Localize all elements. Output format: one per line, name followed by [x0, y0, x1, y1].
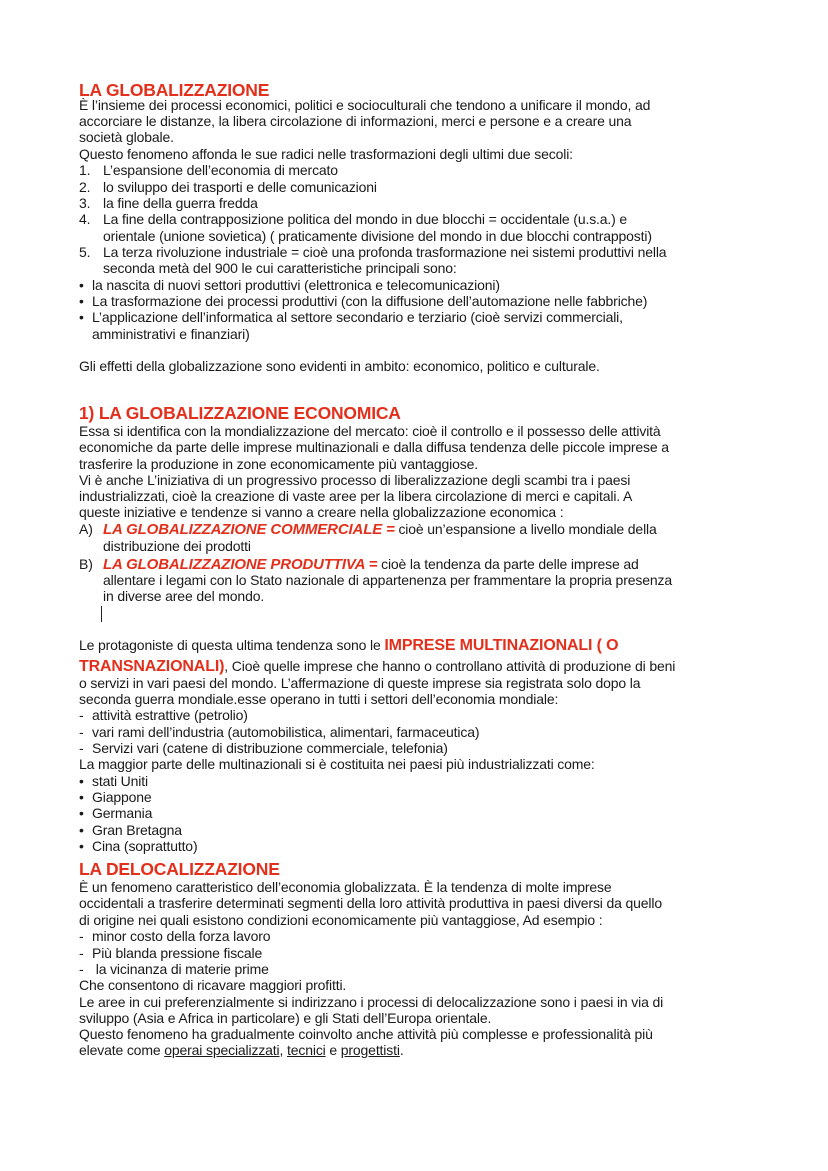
text: .	[399, 1042, 404, 1058]
item-a	[79, 521, 657, 538]
bullet-item	[79, 838, 197, 854]
dash-icon: -	[79, 928, 84, 944]
dash-item	[79, 707, 248, 723]
heading-globalizzazione: LA GLOBALIZZAZIONE	[79, 80, 270, 100]
item-text: cioè un’espansione a livello mondiale della	[394, 521, 657, 537]
item-number: 1.	[79, 162, 91, 178]
bullet-item	[79, 277, 500, 293]
para-line: Essa si identifica con la mondializzazione del mercato: cioè il controllo e il possesso delle attività	[79, 423, 661, 439]
bullet-icon: •	[79, 309, 84, 325]
item-text-cont: in diverse aree del mondo.	[103, 588, 265, 604]
text: , Cioè quelle imprese che hanno o controllano attività di produzione di beni	[224, 658, 676, 674]
intro-line: società globale.	[79, 129, 174, 145]
dash-item	[79, 928, 270, 944]
text: elevate come	[79, 1042, 165, 1058]
para-line: Che consentono di ricavare maggiori profitti.	[79, 977, 347, 993]
bullet-text: la nascita di nuovi settori produttivi (elettronica e telecomunicazioni)	[92, 277, 500, 293]
bullet-item	[79, 773, 148, 789]
bullet-text: L’applicazione dell’informatica al settore secondario e terziario (cioè servizi commerciali,	[92, 309, 623, 325]
dash-item	[79, 724, 479, 740]
item-number: 5.	[79, 244, 91, 260]
underlined-term: progettisti	[340, 1042, 400, 1058]
text: e	[325, 1042, 341, 1058]
bullet-item	[79, 293, 647, 309]
protagonists-line	[79, 637, 618, 654]
term-produttiva: LA GLOBALIZZAZIONE PRODUTTIVA =	[103, 556, 378, 573]
dash-icon: -	[79, 945, 84, 961]
bullet-icon: •	[79, 822, 84, 838]
underlined-term: tecnici	[287, 1042, 326, 1058]
item-number: 4.	[79, 211, 91, 227]
item-number: 2.	[79, 179, 91, 195]
para-line: occidentali a trasferire determinati segmenti della loro attività produttiva in paesi diversi da quello	[79, 895, 662, 911]
para-line: La maggior parte delle multinazionali si è costituita nei paesi più industrializzati come:	[79, 756, 595, 772]
text: la vicinanza di materie prime	[92, 961, 269, 977]
numbered-item	[79, 211, 627, 227]
dash-item	[79, 740, 448, 756]
lead-line: Questo fenomeno affonda le sue radici nelle trasformazioni degli ultimi due secoli:	[79, 146, 573, 162]
para-line: industrializzati, cioè la creazione di vaste aree per la libera circolazione di merci e capitali. A	[79, 488, 633, 504]
text: attività estrattive (petrolio)	[92, 707, 248, 723]
para-line: trasferire la produzione in zone economicamente più vantaggiose.	[79, 456, 478, 472]
dash-icon: -	[79, 707, 84, 723]
item-text-cont: seconda metà del 900 le cui caratteristiche principali sono:	[103, 260, 457, 276]
text: Germania	[92, 805, 153, 821]
dash-icon: -	[79, 724, 84, 740]
term-imprese-multinazionali: IMPRESE MULTINAZIONALI ( O	[384, 637, 619, 654]
last-line	[79, 1042, 404, 1058]
para-line: di origine nei quali esistono condizioni economicamente più vantaggiose, Ad esempio :	[79, 912, 603, 928]
bullet-icon: •	[79, 838, 84, 854]
para-line: queste iniziative e tendenze si vanno a creare nella globalizzazione economica :	[79, 504, 564, 520]
dash-icon: -	[79, 740, 84, 756]
text: Cina (soprattutto)	[92, 838, 198, 854]
item-text: lo sviluppo dei trasporti e delle comunicazioni	[103, 179, 377, 195]
bullet-text-cont: amministrativi e finanziari)	[92, 326, 250, 342]
item-label: B)	[79, 556, 93, 572]
underlined-term: operai specializzati	[164, 1042, 280, 1058]
text: vari rami dell’industria (automobilistica, alimentari, farmaceutica)	[92, 724, 480, 740]
dash-item	[79, 961, 269, 977]
heading-globalizzazione-economica: 1) LA GLOBALIZZAZIONE ECONOMICA	[79, 403, 401, 423]
numbered-item	[79, 195, 258, 211]
bullet-icon: •	[79, 293, 84, 309]
text-cursor	[101, 606, 102, 622]
heading-delocalizzazione: LA DELOCALIZZAZIONE	[79, 859, 280, 879]
item-text: La terza rivoluzione industriale = cioè una profonda trasformazione nei sistemi produttivi nella	[103, 244, 667, 260]
item-b	[79, 556, 639, 573]
protagonists-line	[79, 658, 675, 675]
para-line: o servizi in vari paesi del mondo. L’affermazione di queste imprese sia registrata solo dopo la	[79, 675, 641, 691]
intro-line: È l’insieme dei processi economici, politici e socioculturali che tendono a unificare il mondo, ad	[79, 97, 651, 113]
text: Gran Bretagna	[92, 822, 182, 838]
bullet-text: La trasformazione dei processi produttivi (con la diffusione dell’automazione nelle fabbriche)	[92, 293, 648, 309]
text: Servizi vari (catene di distribuzione commerciale, telefonia)	[92, 740, 448, 756]
numbered-item	[79, 162, 338, 178]
item-text-cont: allentare i legami con lo Stato nazionale di appartenenza per frammentare la propria presenza	[103, 572, 672, 588]
dash-icon: -	[79, 961, 84, 977]
bullet-icon: •	[79, 805, 84, 821]
para-line: sviluppo (Asia e Africa in particolare) e gli Stati dell’Europa orientale.	[79, 1010, 492, 1026]
item-text: la fine della guerra fredda	[103, 195, 258, 211]
text: Più blanda pressione fiscale	[92, 945, 263, 961]
item-text: L’espansione dell’economia di mercato	[103, 162, 338, 178]
item-text-cont: distribuzione dei prodotti	[103, 538, 251, 554]
para-line: Vi è anche L’iniziativa di un progressivo processo di liberalizzazione degli scambi tra i paesi	[79, 472, 631, 488]
para-line: È un fenomeno caratteristico dell’economia globalizzata. È la tendenza di molte imprese	[79, 879, 612, 895]
bullet-icon: •	[79, 277, 84, 293]
numbered-item	[79, 244, 666, 260]
numbered-item	[79, 179, 377, 195]
dash-item	[79, 945, 262, 961]
bullet-icon: •	[79, 773, 84, 789]
bullet-item	[79, 789, 152, 805]
item-label: A)	[79, 521, 93, 537]
text: Giappone	[92, 789, 152, 805]
para-line: seconda guerra mondiale.esse operano in tutti i settori dell’economia mondiale:	[79, 691, 559, 707]
bullet-item	[79, 805, 152, 821]
bullet-item	[79, 822, 182, 838]
bullet-icon: •	[79, 789, 84, 805]
text: stati Uniti	[92, 773, 148, 789]
effects-line: Gli effetti della globalizzazione sono evidenti in ambito: economico, politico e culturale.	[79, 358, 600, 374]
para-line: economiche da parte delle imprese multinazionali e dalla diffusa tendenza delle piccole imprese a	[79, 439, 669, 455]
text: ,	[279, 1042, 287, 1058]
text: Le protagoniste di questa ultima tendenza sono le	[79, 637, 385, 653]
item-text-cont: orientale (unione sovietica) ( praticamente divisione del mondo in due blocchi contrapposti)	[103, 228, 652, 244]
item-text: La fine della contrapposizione politica del mondo in due blocchi = occidentale (u.s.a.) e	[103, 211, 628, 227]
item-text: cioè la tendenza da parte delle imprese ad	[377, 556, 639, 572]
para-line: Le aree in cui preferenzialmente si indirizzano i processi di delocalizzazione sono i paesi in via di	[79, 994, 664, 1010]
item-number: 3.	[79, 195, 91, 211]
intro-line: accorciare le distanze, la libera circolazione di informazioni, merci e persone e a creare una	[79, 113, 632, 129]
para-line: Questo fenomeno ha gradualmente coinvolto anche attività più complesse e professionalità più	[79, 1026, 653, 1042]
bullet-item	[79, 309, 623, 325]
text: minor costo della forza lavoro	[92, 928, 271, 944]
term-transnazionali: TRANSNAZIONALI)	[79, 658, 225, 675]
term-commerciale: LA GLOBALIZZAZIONE COMMERCIALE =	[103, 521, 395, 538]
